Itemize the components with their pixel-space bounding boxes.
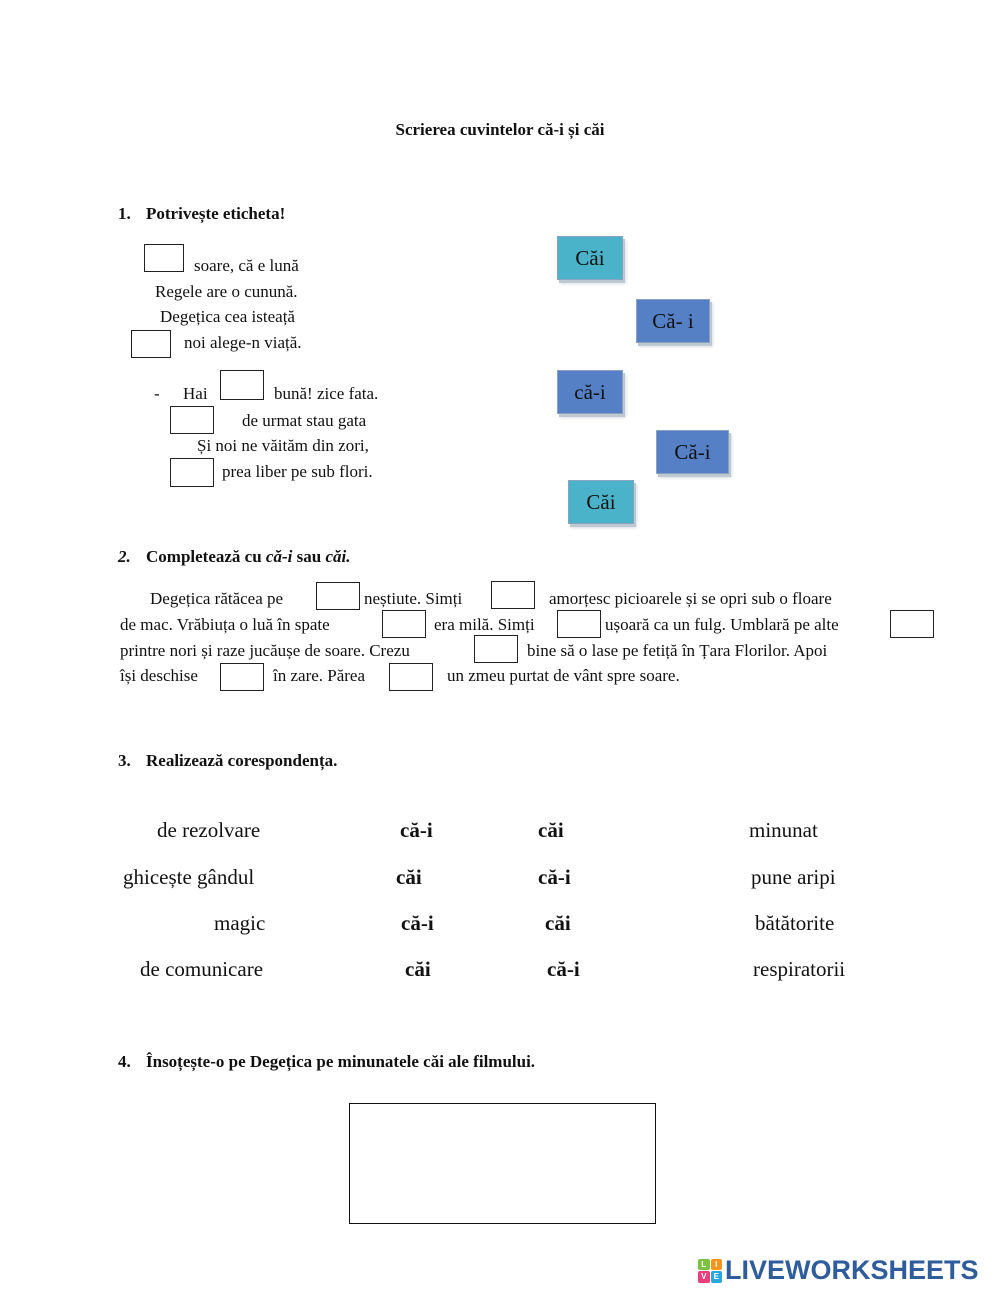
logo-letter-l: L — [698, 1259, 710, 1271]
text-line-1a: Degețica rătăcea pe — [150, 589, 284, 608]
fill-box-3[interactable] — [382, 610, 426, 638]
match-left-2[interactable]: ghicește gândul — [123, 865, 255, 889]
video-answer-box[interactable] — [349, 1103, 656, 1224]
poem-line-5b: bună! zice fata. — [274, 384, 379, 403]
text-line-2a: de mac. Vrăbiuța o luă în spate — [120, 615, 330, 634]
text-line-3b: bine să o lase pe fetiță în Țara Florilor. Apoi — [527, 641, 828, 660]
match-option-3b[interactable]: căi — [545, 911, 571, 935]
drag-tag-4[interactable]: Că-i — [656, 430, 729, 474]
poem-line-2: Regele are o cunună. — [155, 282, 298, 301]
poem-line-3: Degețica cea isteață — [160, 307, 295, 326]
match-option-2a[interactable]: căi — [396, 865, 422, 889]
text-line-2c: ușoară ca un fulg. Umblară pe alte — [605, 615, 839, 634]
match-right-2[interactable]: pune aripi — [751, 865, 836, 889]
match-right-3[interactable]: bătătorite — [755, 911, 835, 935]
fill-box-4[interactable] — [557, 610, 601, 638]
match-option-1b[interactable]: căi — [538, 818, 564, 842]
match-left-4[interactable]: de comunicare — [140, 957, 264, 981]
section-4-title: Însoțește-o pe Degețica pe minunatele căi ale filmului. — [146, 1052, 536, 1071]
section-2-title-c: sau — [292, 547, 326, 566]
match-option-3a[interactable]: că-i — [401, 911, 434, 935]
drag-tag-2[interactable]: Că- i — [636, 299, 710, 343]
text-line-4b: în zare. Părea — [273, 666, 366, 685]
text-line-2b: era milă. Simți — [434, 615, 535, 634]
poem-line-1: soare, că e lună — [194, 256, 299, 275]
fill-box-8[interactable] — [389, 663, 433, 691]
logo-badge-icon — [698, 1259, 722, 1283]
match-left-3[interactable]: magic — [214, 911, 266, 935]
fill-box-5[interactable] — [890, 610, 934, 638]
liveworksheets-logo — [698, 1255, 979, 1286]
poem-drop-box-3[interactable] — [220, 370, 264, 400]
section-2-number: 2. — [118, 547, 131, 566]
poem-drop-box-2[interactable] — [131, 330, 171, 358]
match-option-4b[interactable]: că-i — [547, 957, 580, 981]
poem-drop-box-4[interactable] — [170, 406, 214, 434]
section-1-title: Potrivește eticheta! — [146, 204, 286, 223]
text-line-3a: printre nori și raze jucăușe de soare. Crezu — [120, 641, 410, 660]
match-option-1a[interactable]: că-i — [400, 818, 433, 842]
poem-line-7: Și noi ne văităm din zori, — [197, 436, 369, 455]
section-3-number: 3. — [118, 751, 131, 770]
text-line-4a: își deschise — [120, 666, 198, 685]
match-option-4a[interactable]: căi — [405, 957, 431, 981]
text-line-1b: neștiute. Simți — [364, 589, 463, 608]
section-3-heading — [118, 751, 337, 771]
poem-drop-box-5[interactable] — [170, 458, 214, 487]
match-right-1[interactable]: minunat — [749, 818, 818, 842]
section-3-title: Realizează corespondența. — [146, 751, 338, 770]
section-2-title-a: Completează cu — [146, 547, 266, 566]
logo-text: LIVEWORKSHEETS — [725, 1255, 979, 1285]
poem-drop-box-1[interactable] — [144, 244, 184, 272]
section-4-heading — [118, 1052, 535, 1072]
drag-tag-1[interactable]: Căi — [557, 236, 623, 280]
drag-tag-3[interactable]: că-i — [557, 370, 623, 414]
fill-box-6[interactable] — [474, 635, 518, 663]
logo-letter-e: E — [711, 1271, 723, 1283]
section-2-heading — [118, 547, 350, 567]
logo-letter-v: V — [698, 1271, 710, 1283]
poem-dash: - — [154, 384, 160, 403]
page-title: Scrierea cuvintelor că-i și căi — [395, 120, 605, 139]
logo-letter-i: I — [711, 1259, 723, 1271]
section-1-heading — [118, 204, 285, 224]
match-right-4[interactable]: respiratorii — [753, 957, 846, 981]
section-1-number: 1. — [118, 204, 131, 223]
drag-tag-5[interactable]: Căi — [568, 480, 634, 524]
fill-box-1[interactable] — [316, 582, 360, 610]
fill-box-2[interactable] — [491, 581, 535, 609]
match-option-2b[interactable]: că-i — [538, 865, 571, 889]
fill-box-7[interactable] — [220, 663, 264, 691]
section-4-number: 4. — [118, 1052, 131, 1071]
section-2-title-b: că-i — [265, 547, 293, 566]
poem-line-5a: Hai — [183, 384, 208, 403]
poem-line-6: de urmat stau gata — [242, 411, 367, 430]
poem-line-4: noi alege-n viață. — [184, 333, 302, 352]
poem-line-8: prea liber pe sub flori. — [222, 462, 373, 481]
section-2-title-d: căi. — [325, 547, 351, 566]
text-line-4c: un zmeu purtat de vânt spre soare. — [447, 666, 680, 685]
text-line-1c: amorțesc picioarele și se opri sub o floare — [549, 589, 832, 608]
match-left-1[interactable]: de rezolvare — [157, 818, 261, 842]
